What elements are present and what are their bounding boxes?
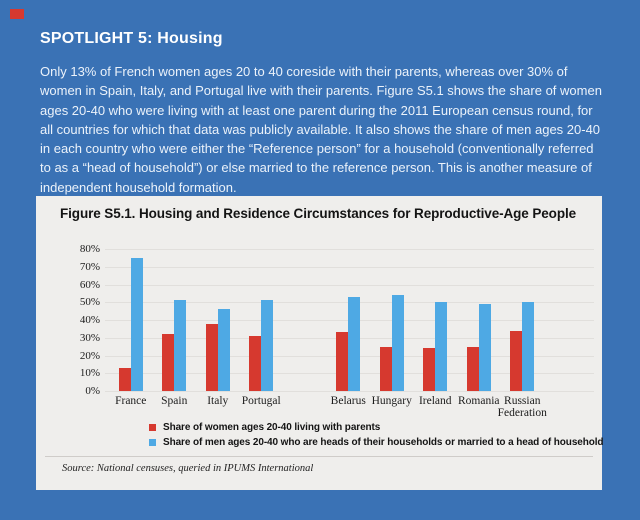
figure-panel — [36, 196, 602, 490]
bar-pair — [206, 249, 230, 391]
legend-label: Share of men ages 20-40 who are heads of their households or married to a head of household — [163, 437, 604, 448]
bar — [206, 324, 218, 391]
bar — [348, 297, 360, 391]
x-category-label: Ireland — [418, 395, 452, 407]
x-category-label: France — [115, 395, 147, 407]
bar — [174, 300, 186, 391]
bar-group — [327, 249, 371, 449]
y-tick-label: 40% — [79, 314, 100, 326]
y-tick-label: 20% — [79, 349, 100, 362]
y-tick-label: 80% — [79, 243, 100, 255]
bar-pair — [467, 249, 491, 391]
y-tick-label: 50% — [79, 296, 100, 309]
bar — [423, 348, 435, 391]
x-category-label: Hungary — [371, 395, 412, 407]
bar — [479, 304, 491, 391]
bar — [218, 309, 230, 391]
bar — [336, 332, 348, 391]
page-title: SPOTLIGHT 5: Housing — [40, 30, 223, 47]
bar-pair — [423, 249, 447, 391]
bar-group — [414, 249, 458, 449]
x-category-label: Italy — [207, 395, 229, 407]
bar-pair — [336, 249, 360, 391]
bar — [249, 336, 261, 391]
bar-pair — [249, 249, 273, 391]
bar-groups — [105, 249, 594, 449]
y-tick-label: 60% — [79, 278, 100, 291]
legend-label: Share of women ages 20-40 living with parents — [163, 422, 381, 433]
y-tick-label: 70% — [79, 260, 100, 273]
x-category-label: Romania — [457, 395, 500, 407]
bar — [119, 368, 131, 391]
bar — [261, 300, 273, 391]
legend-swatch — [149, 439, 156, 446]
y-tick-label: 10% — [79, 367, 100, 380]
bar-group — [457, 249, 501, 449]
legend-item — [149, 437, 603, 448]
figure-title: Figure S5.1. Housing and Residence Circumstances for Reproductive-Age People — [60, 206, 577, 221]
chart-legend — [149, 422, 603, 452]
bar-pair — [162, 249, 186, 391]
bar — [380, 347, 392, 391]
bar — [131, 258, 143, 391]
bar — [392, 295, 404, 391]
legend-item — [149, 422, 603, 433]
bar-group — [196, 249, 240, 449]
cluster-gap — [283, 249, 327, 449]
bar-group — [240, 249, 284, 449]
bar-pair — [380, 249, 404, 391]
bar — [522, 302, 534, 391]
y-tick-label: 0% — [85, 385, 100, 397]
y-tick-label: 30% — [79, 331, 100, 344]
x-category-label: Portugal — [241, 395, 281, 407]
intro-paragraph: Only 13% of French women ages 20 to 40 coreside with their parents, whereas over 30% of women in Spain, Italy, and Portugal live with their parents. Figure S5.1 shows the share of women ages 20-40 who were living with at least one parent during the 2011 European census round, for all countries for which that data was publicly available. It also shows the share of men ages 20-40 in each country who were either the “Reference person” for a household (conventionally referred to as a “head of household”) or else married to the reference person. This is another measure of independent household formation. — [40, 64, 602, 195]
bar-group — [497, 249, 547, 449]
bar — [510, 331, 522, 391]
source-divider — [45, 456, 593, 457]
bar-group — [370, 249, 414, 449]
x-category-label: Belarus — [330, 395, 366, 407]
bar-pair — [510, 249, 534, 391]
bar — [467, 347, 479, 391]
legend-swatch — [149, 424, 156, 431]
corner-accent-mark — [10, 9, 24, 19]
bar — [162, 334, 174, 391]
x-category-label: Russian Federation — [497, 395, 547, 419]
bar — [435, 302, 447, 391]
source-note: Source: National censuses, queried in IPUMS International — [62, 463, 314, 474]
bar-group — [109, 249, 153, 449]
x-category-label: Spain — [161, 395, 188, 407]
bar-pair — [119, 249, 143, 391]
bar-group — [153, 249, 197, 449]
